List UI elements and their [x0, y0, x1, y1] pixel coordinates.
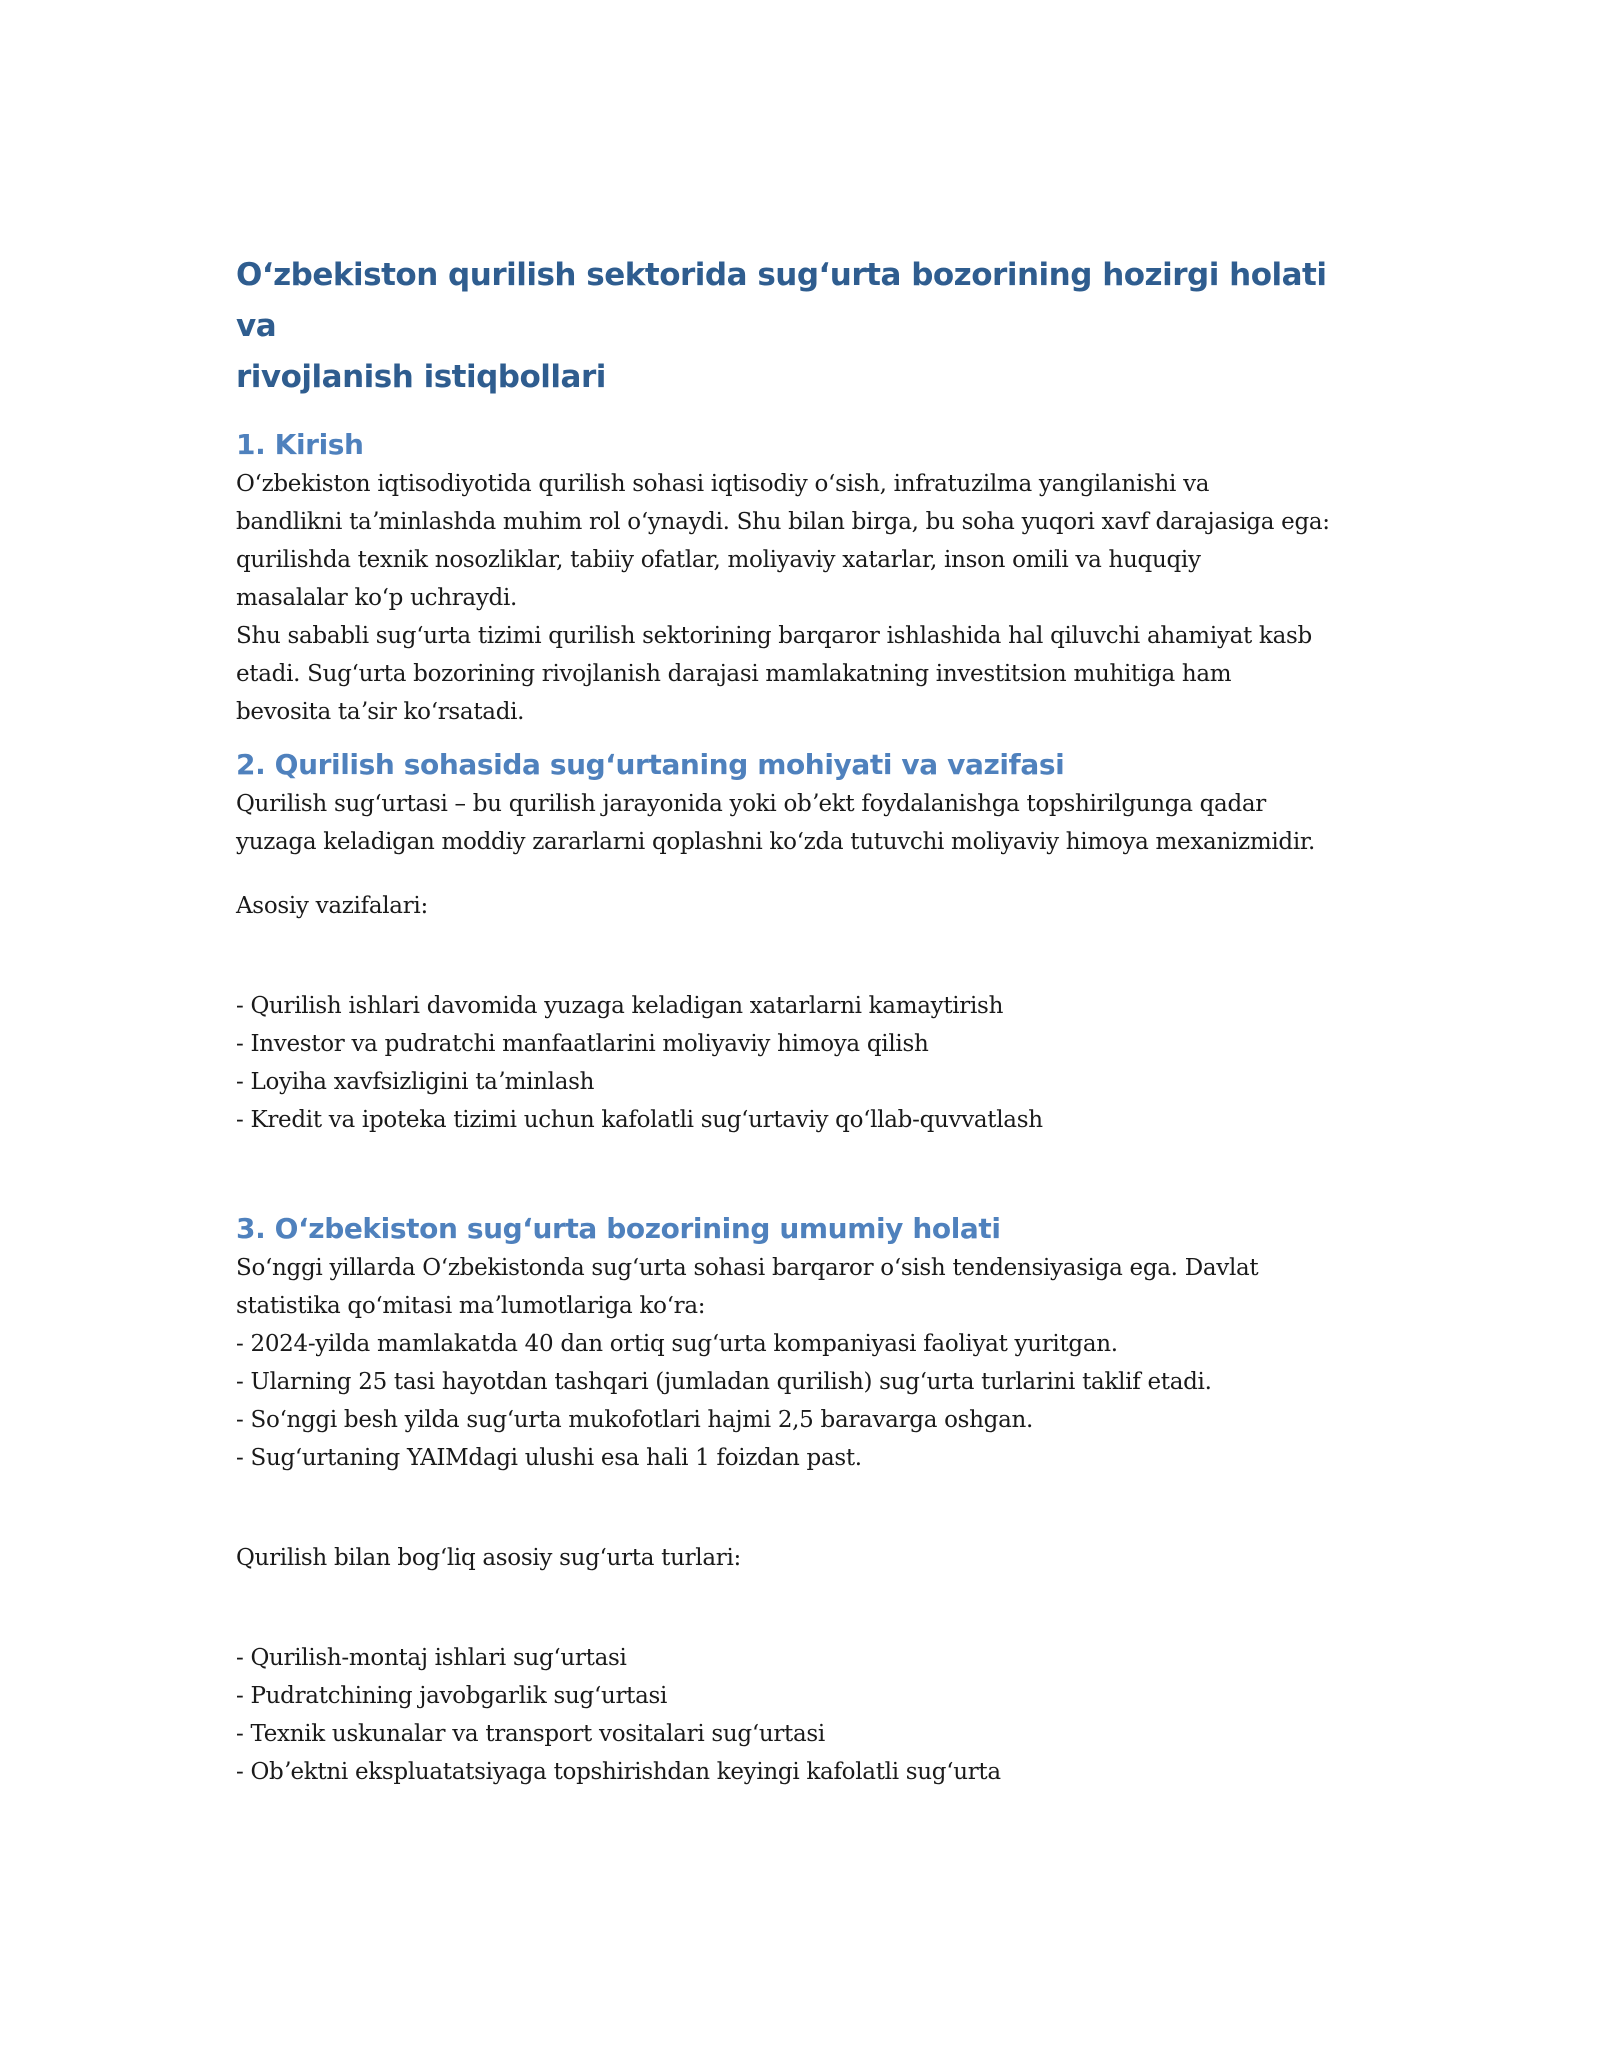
- list-item: - Texnik uskunalar va transport vositalari sugʻurtasi: [236, 1721, 825, 1747]
- paragraph-line: Soʻnggi yillarda Oʻzbekistonda sugʻurta sohasi barqaror oʻsish tendensiyasiga ega. Davlat: [236, 1255, 1259, 1281]
- list-intro-insurance-types: Qurilish bilan bogʻliq asosiy sugʻurta turlari:: [236, 1545, 741, 1571]
- paragraph-line: etadi. Sugʻurta bozorining rivojlanish darajasi mamlakatning investitsion muhitiga ham: [236, 661, 1232, 687]
- insurance-types-list: [236, 1639, 1376, 1791]
- paragraph-line: yuzaga keladigan moddiy zararlarni qoplashni koʻzda tutuvchi moliyaviy himoya mexanizmidir.: [236, 829, 1316, 855]
- section-market-text: [236, 1249, 1376, 1477]
- document-title: [236, 250, 1376, 403]
- document-title-line-2: rivojlanish istiqbollari: [236, 359, 606, 395]
- paragraph-line: bandlikni taʼminlashda muhim rol oʻynaydi. Shu bilan birga, bu soha yuqori xavf darajasiga ega:: [236, 509, 1330, 535]
- paragraph-line: statistika qoʻmitasi maʼlumotlariga koʻra:: [236, 1293, 706, 1319]
- section-essence-and-functions: [236, 745, 1376, 1139]
- section-heading-introduction: 1. Kirish: [236, 428, 364, 461]
- paragraph-line: - Ularning 25 tasi hayotdan tashqari (jumladan qurilish) sugʻurta turlarini taklif etadi.: [236, 1369, 1212, 1395]
- paragraph-line: - 2024-yilda mamlakatda 40 dan ortiq sugʻurta kompaniyasi faoliyat yuritgan.: [236, 1331, 1118, 1357]
- list-item: - Qurilish-montaj ishlari sugʻurtasi: [236, 1645, 627, 1671]
- section-essence-text: [236, 785, 1376, 861]
- section-introduction: [236, 425, 1376, 731]
- main-functions-list: [236, 987, 1376, 1139]
- section-market-overview: [236, 1209, 1376, 1791]
- paragraph-line: masalalar koʻp uchraydi.: [236, 585, 518, 611]
- list-item: - Obʼektni ekspluatatsiyaga topshirishdan keyingi kafolatli sugʻurta: [236, 1759, 1001, 1785]
- paragraph-line: - Sugʻurtaning YAIMdagi ulushi esa hali 1 foizdan past.: [236, 1445, 862, 1471]
- list-item: - Pudratchining javobgarlik sugʻurtasi: [236, 1683, 668, 1709]
- list-item: - Investor va pudratchi manfaatlarini moliyaviy himoya qilish: [236, 1031, 929, 1057]
- paragraph-line: - Soʻnggi besh yilda sugʻurta mukofotlari hajmi 2,5 baravarga oshgan.: [236, 1407, 1034, 1433]
- section-heading-essence-and-functions: 2. Qurilish sohasida sugʻurtaning mohiyati va vazifasi: [236, 748, 1065, 781]
- list-intro-main-functions: Asosiy vazifalari:: [236, 893, 428, 919]
- paragraph-line: bevosita taʼsir koʻrsatadi.: [236, 699, 525, 725]
- paragraph-line: Qurilish sugʻurtasi – bu qurilish jarayonida yoki obʼekt foydalanishga topshirilgunga qadar: [236, 791, 1267, 817]
- document-title-line-1: Oʻzbekiston qurilish sektorida sugʻurta bozorining hozirgi holati va: [236, 257, 1327, 344]
- paragraph-line: Oʻzbekiston iqtisodiyotida qurilish sohasi iqtisodiy oʻsish, infratuzilma yangilanishi va: [236, 471, 1210, 497]
- section-heading-market-overview: 3. Oʻzbekiston sugʻurta bozorining umumiy holati: [236, 1212, 1001, 1245]
- document-body: [236, 250, 1376, 1791]
- section-introduction-text: [236, 465, 1376, 731]
- paragraph-line: Shu sababli sugʻurta tizimi qurilish sektorining barqaror ishlashida hal qiluvchi ahamiyat kasb: [236, 623, 1312, 649]
- list-item: - Loyiha xavfsizligini taʼminlash: [236, 1069, 595, 1095]
- paragraph-line: qurilishda texnik nosozliklar, tabiiy ofatlar, moliyaviy xatarlar, inson omili va huquqiy: [236, 547, 1201, 573]
- list-item: - Qurilish ishlari davomida yuzaga keladigan xatarlarni kamaytirish: [236, 993, 1004, 1019]
- list-item: - Kredit va ipoteka tizimi uchun kafolatli sugʻurtaviy qoʻllab-quvvatlash: [236, 1107, 1043, 1133]
